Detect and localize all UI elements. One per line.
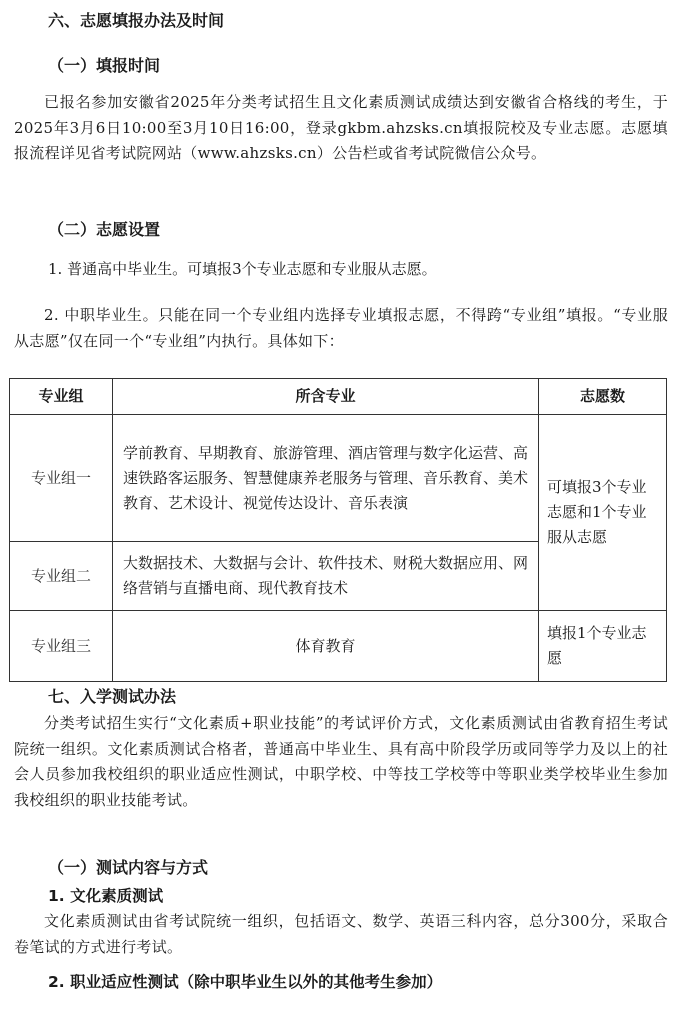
table-cell-majors: 大数据技术、大数据与会计、软件技术、财税大数据应用、网络营销与直播电商、现代教育技术 xyxy=(113,542,539,611)
section-6-sub1-text: 已报名参加安徽省2025年分类考试招生且文化素质测试成绩达到安徽省合格线的考生，于2025年3月6日10:00至3月10日16:00，登录gkbm.ahzsks.cn填报院校及专业志愿。志愿填报流程详见省考试院网站（www.ahzsks.cn）公告栏或省考试院微信公众号。 xyxy=(14,93,668,162)
table-row xyxy=(10,415,667,542)
table-cell-group: 专业组一 xyxy=(10,415,113,542)
table-header-majors: 所含专业 xyxy=(113,379,539,415)
major-group-table xyxy=(9,378,667,682)
table-header-count: 志愿数 xyxy=(539,379,667,415)
table-cell-count: 可填报3个专业志愿和1个专业服从志愿 xyxy=(539,415,667,611)
section-7-item2-title: 2. 职业适应性测试（除中职毕业生以外的其他考生参加） xyxy=(48,973,443,991)
section-6-item2: 2. 中职毕业生。只能在同一个专业组内选择专业填报志愿，不得跨“专业组”填报。“专业服从志愿”仅在同一个“专业组”内执行。具体如下： xyxy=(14,306,668,350)
table-cell-group: 专业组二 xyxy=(10,542,113,611)
table-header-group: 专业组 xyxy=(10,379,113,415)
table-cell-majors: 学前教育、早期教育、旅游管理、酒店管理与数字化运营、高速铁路客运服务、智慧健康养老服务与管理、音乐教育、美术教育、艺术设计、视觉传达设计、音乐表演 xyxy=(113,415,539,542)
section-6-item1: 1. 普通高中毕业生。可填报3个专业志愿和专业服从志愿。 xyxy=(48,260,437,278)
section-6-sub2-title: （二）志愿设置 xyxy=(48,220,161,239)
section-6-title: 六、志愿填报办法及时间 xyxy=(48,11,225,30)
table-header-row xyxy=(10,379,667,415)
table-cell-group: 专业组三 xyxy=(10,611,113,682)
table-row xyxy=(10,611,667,682)
section-7-item1-title: 1. 文化素质测试 xyxy=(48,887,164,905)
table-cell-count: 填报1个专业志愿 xyxy=(539,611,667,682)
section-7-title: 七、入学测试办法 xyxy=(48,687,177,706)
section-7-intro: 分类考试招生实行“文化素质+职业技能”的考试评价方式，文化素质测试由省教育招生考试院统一组织。文化素质测试合格者，普通高中毕业生、具有高中阶段学历或同等学力及以上的社会人员参加我校组织的职业适应性测试，中职学校、中等技工学校等中等职业类学校毕业生参加我校组织的职业技能考试。 xyxy=(14,714,668,809)
table-cell-majors: 体育教育 xyxy=(113,611,539,682)
section-6-sub1-title: （一）填报时间 xyxy=(48,56,161,75)
section-7-sub1-title: （一）测试内容与方式 xyxy=(48,858,209,877)
section-7-item1-text: 文化素质测试由省考试院统一组织，包括语文、数学、英语三科内容，总分300分，采取合卷笔试的方式进行考试。 xyxy=(14,912,668,956)
